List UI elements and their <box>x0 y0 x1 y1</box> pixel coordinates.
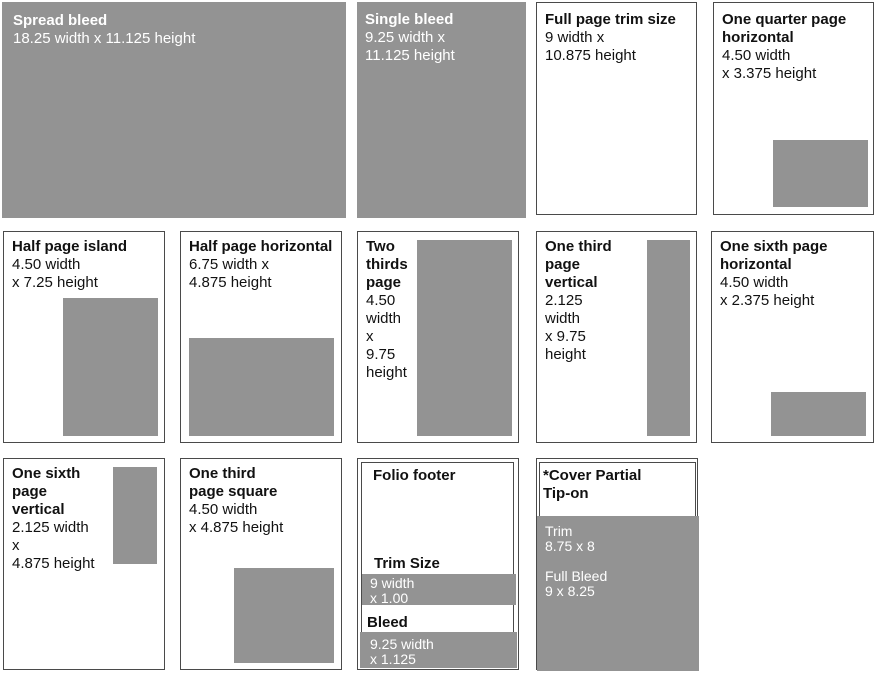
sixth-page-vertical-ad-block <box>113 467 157 564</box>
one-third-vertical-dims-line4: height <box>545 346 586 363</box>
folio-footer-title: Folio footer <box>373 467 456 484</box>
folio-footer-trim-line1: 9 width <box>370 575 415 591</box>
half-page-island-dims-line2: x 7.25 height <box>12 274 98 291</box>
sixth-page-horizontal-dims-line2: x 2.375 height <box>720 292 815 309</box>
cover-tip-on-bleed-line1: Full Bleed <box>545 568 608 584</box>
full-page-trim-dims-line1: 9 width x <box>545 29 605 46</box>
sixth-page-vertical-title-line1: One sixth <box>12 465 81 482</box>
sixth-page-vertical-card <box>3 458 165 670</box>
full-page-trim-card <box>536 2 697 215</box>
folio-footer-trim-title: Trim Size <box>374 555 440 572</box>
one-third-vertical-dims-line1: 2.125 <box>545 292 583 309</box>
half-page-island-card <box>3 231 165 443</box>
sixth-page-horizontal-ad-block <box>771 392 866 436</box>
full-page-trim-dims-line2: 10.875 height <box>545 47 636 64</box>
third-page-square-dims-line2: x 4.875 height <box>189 519 284 536</box>
two-thirds-dims-line2: width <box>366 310 402 327</box>
folio-footer-card <box>357 458 519 670</box>
half-page-horizontal-dims-line1: 6.75 width x <box>189 256 270 273</box>
sixth-page-vertical-dims-line1: 2.125 width <box>12 519 89 536</box>
sixth-page-horizontal-card <box>711 231 874 443</box>
two-thirds-dims-line1: 4.50 <box>366 292 396 309</box>
spread-bleed-title: Spread bleed <box>13 12 108 29</box>
one-third-vertical-title-line3: vertical <box>545 274 598 291</box>
folio-footer-trim-line2: x 1.00 <box>370 590 409 606</box>
half-page-horizontal-title: Half page horizontal <box>189 238 333 255</box>
sixth-page-vertical-title-line3: vertical <box>12 501 65 518</box>
third-page-square-dims-line1: 4.50 width <box>189 501 258 518</box>
quarter-page-title-line2: horizontal <box>722 29 794 46</box>
folio-footer-bleed-line2: x 1.125 <box>370 651 416 667</box>
one-third-vertical-card <box>536 231 697 443</box>
quarter-page-horizontal-card <box>713 2 874 215</box>
sixth-page-vertical-dims-line2: x <box>12 537 20 554</box>
one-third-vertical-dims-line3: x 9.75 <box>545 328 586 345</box>
two-thirds-dims-line5: height <box>366 364 407 381</box>
one-third-vertical-dims-line2: width <box>545 310 581 327</box>
cover-tip-on-title-line2: Tip-on <box>543 485 589 502</box>
sixth-page-vertical-title-line2: page <box>12 483 48 500</box>
quarter-page-title-line1: One quarter page <box>722 11 847 28</box>
one-third-vertical-title-line1: One third <box>545 238 612 255</box>
cover-tip-on-trim-line1: Trim <box>545 523 573 539</box>
two-thirds-dims-line4: 9.75 <box>366 346 396 363</box>
half-page-horizontal-ad-block <box>189 338 334 436</box>
half-page-horizontal-card <box>180 231 342 443</box>
quarter-page-dims-line2: x 3.375 height <box>722 65 817 82</box>
sixth-page-horizontal-title-line2: horizontal <box>720 256 792 273</box>
single-bleed-title: Single bleed <box>365 11 454 28</box>
third-page-square-card <box>180 458 342 670</box>
third-page-square-title-line1: One third <box>189 465 256 482</box>
spread-bleed-card <box>2 2 346 218</box>
single-bleed-dims-line2: 11.125 height <box>365 47 455 64</box>
cover-tip-on-trim-line2: 8.75 x 8 <box>545 538 595 554</box>
folio-footer-bleed-title: Bleed <box>367 614 408 631</box>
sixth-page-vertical-dims-line3: 4.875 height <box>12 555 95 572</box>
two-thirds-title-line3: page <box>366 274 402 291</box>
third-page-square-title-line2: page square <box>189 483 278 500</box>
one-third-vertical-title-line2: page <box>545 256 581 273</box>
two-thirds-page-card <box>357 231 519 443</box>
sixth-page-horizontal-title-line1: One sixth page <box>720 238 828 255</box>
cover-tip-on-bleed-line2: 9 x 8.25 <box>545 583 595 599</box>
half-page-island-dims-line1: 4.50 width <box>12 256 81 273</box>
two-thirds-ad-block <box>417 240 512 436</box>
cover-tip-on-card <box>536 458 698 670</box>
cover-tip-on-title-line1: *Cover Partial <box>543 467 642 484</box>
quarter-page-dims-line1: 4.50 width <box>722 47 791 64</box>
spread-bleed-dims: 18.25 width x 11.125 height <box>13 30 196 47</box>
half-page-island-ad-block <box>63 298 158 436</box>
single-bleed-dims-line1: 9.25 width x <box>365 29 446 46</box>
half-page-horizontal-dims-line2: 4.875 height <box>189 274 272 291</box>
folio-footer-bleed-line1: 9.25 width <box>370 636 434 652</box>
one-third-vertical-ad-block <box>647 240 690 436</box>
sixth-page-horizontal-dims-line1: 4.50 width <box>720 274 789 291</box>
half-page-island-title: Half page island <box>12 238 128 255</box>
two-thirds-title-line2: thirds <box>366 256 408 273</box>
third-page-square-ad-block <box>234 568 334 663</box>
two-thirds-title-line1: Two <box>366 238 395 255</box>
quarter-page-ad-block <box>773 140 868 207</box>
two-thirds-dims-line3: x <box>366 328 374 345</box>
full-page-trim-title: Full page trim size <box>545 11 676 28</box>
single-bleed-card <box>357 2 526 218</box>
